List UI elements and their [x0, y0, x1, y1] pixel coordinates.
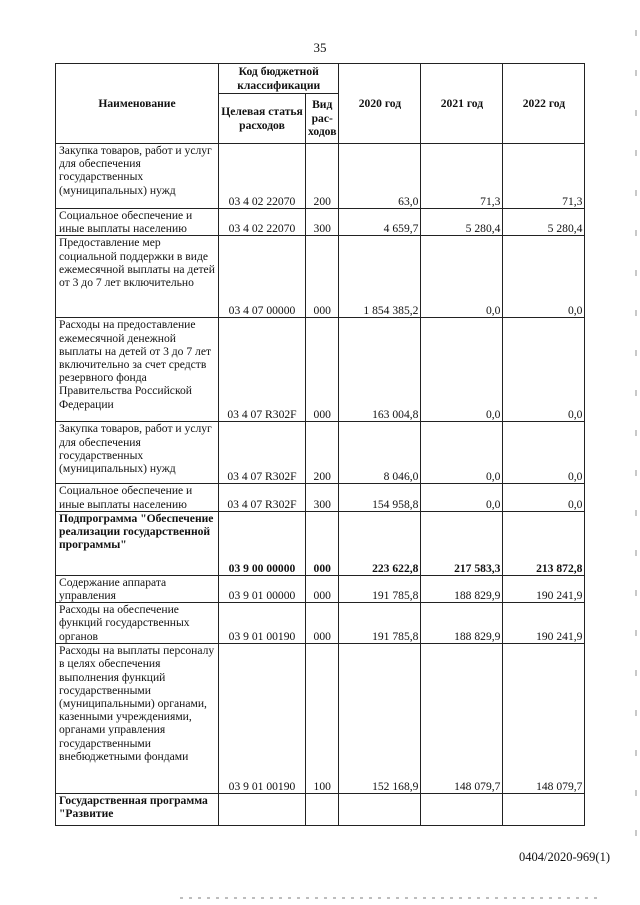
table-row — [56, 511, 585, 575]
header-year-2021: 2021 год — [421, 64, 503, 144]
row-name-cell: Предоставление мер социальной поддержки в виде ежемесячной выплаты на детей от 3 до 7 лет включительно — [56, 236, 219, 318]
row-value-2020-cell: 4 659,7 — [339, 209, 421, 236]
row-value-2021-cell: 0,0 — [421, 422, 503, 484]
scan-side-marks — [635, 30, 637, 870]
row-name-cell: Закупка товаров, работ и услуг для обеспечения государственных (муниципальных) нужд — [56, 422, 219, 484]
row-value-2021-cell: 0,0 — [421, 236, 503, 318]
row-value-2021-cell: 188 829,9 — [421, 575, 503, 602]
row-value-2022-cell: 213 872,8 — [503, 511, 585, 575]
row-value-2022-cell: 190 241,9 — [503, 603, 585, 644]
row-value-2021-cell: 71,3 — [421, 144, 503, 209]
row-value-2020-cell: 191 785,8 — [339, 575, 421, 602]
row-value-2020-cell: 8 046,0 — [339, 422, 421, 484]
row-value-2021-cell: 217 583,3 — [421, 511, 503, 575]
row-value-2020-cell: 163 004,8 — [339, 318, 421, 422]
row-target-code-cell: 03 4 07 00000 — [219, 236, 306, 318]
row-value-2021-cell: 5 280,4 — [421, 209, 503, 236]
row-value-2020-cell: 1 854 385,2 — [339, 236, 421, 318]
header-name: Наименование — [56, 64, 219, 144]
row-expense-kind-cell: 100 — [306, 644, 339, 794]
row-expense-kind-cell: 000 — [306, 575, 339, 602]
row-value-2021-cell: 188 829,9 — [421, 603, 503, 644]
row-value-2021-cell: 0,0 — [421, 318, 503, 422]
row-value-2020-cell: 191 785,8 — [339, 603, 421, 644]
row-target-code-cell: 03 4 07 R302F — [219, 484, 306, 511]
row-expense-kind-cell — [306, 794, 339, 826]
row-value-2021-cell: 0,0 — [421, 484, 503, 511]
row-value-2020-cell: 63,0 — [339, 144, 421, 209]
page-number: 35 — [313, 40, 327, 55]
scan-edge-marks — [180, 897, 600, 899]
row-target-code-cell: 03 9 01 00000 — [219, 575, 306, 602]
table-row — [56, 422, 585, 484]
row-value-2022-cell: 0,0 — [503, 318, 585, 422]
row-expense-kind-cell: 000 — [306, 318, 339, 422]
row-value-2022-cell — [503, 794, 585, 826]
row-value-2022-cell: 148 079,7 — [503, 644, 585, 794]
row-target-code-cell: 03 4 07 R302F — [219, 318, 306, 422]
header-expense-kind: Вид рас-ходов — [306, 94, 339, 144]
row-value-2022-cell: 190 241,9 — [503, 575, 585, 602]
table-row — [56, 794, 585, 826]
row-value-2020-cell — [339, 794, 421, 826]
table-row — [56, 575, 585, 602]
row-expense-kind-cell: 300 — [306, 209, 339, 236]
header-target-article: Целевая статья расходов — [219, 94, 306, 144]
row-name-cell: Расходы на выплаты персоналу в целях обеспечения выполнения функций государственными (муниципальными) органами, казенными учреждениями, органами управления государственными внебюджетными фондами — [56, 644, 219, 794]
row-name-cell: Социальное обеспечение и иные выплаты населению — [56, 484, 219, 511]
table-row — [56, 144, 585, 209]
table-row — [56, 644, 585, 794]
row-expense-kind-cell: 200 — [306, 144, 339, 209]
row-target-code-cell: 03 4 07 R302F — [219, 422, 306, 484]
row-expense-kind-cell: 000 — [306, 603, 339, 644]
table-row — [56, 603, 585, 644]
row-value-2022-cell: 0,0 — [503, 422, 585, 484]
table-body — [56, 144, 585, 826]
row-expense-kind-cell: 300 — [306, 484, 339, 511]
row-expense-kind-cell: 000 — [306, 511, 339, 575]
row-target-code-cell: 03 4 02 22070 — [219, 209, 306, 236]
table-row — [56, 318, 585, 422]
row-value-2020-cell: 152 168,9 — [339, 644, 421, 794]
table-row — [56, 484, 585, 511]
row-name-cell: Социальное обеспечение и иные выплаты населению — [56, 209, 219, 236]
row-value-2021-cell: 148 079,7 — [421, 644, 503, 794]
budget-table — [55, 63, 585, 826]
row-expense-kind-cell: 200 — [306, 422, 339, 484]
row-value-2021-cell — [421, 794, 503, 826]
row-target-code-cell: 03 9 01 00190 — [219, 644, 306, 794]
table-row — [56, 236, 585, 318]
document-number: 0404/2020-969(1) — [519, 850, 610, 864]
row-name-cell: Расходы на предоставление ежемесячной денежной выплаты на детей от 3 до 7 лет включительно за счет средств резервного фонда Правительства Российской Федерации — [56, 318, 219, 422]
row-name-cell: Содержание аппарата управления — [56, 575, 219, 602]
row-name-cell: Подпрограмма "Обеспечение реализации государственной программы" — [56, 511, 219, 575]
row-expense-kind-cell: 000 — [306, 236, 339, 318]
row-value-2020-cell: 154 958,8 — [339, 484, 421, 511]
row-target-code-cell — [219, 794, 306, 826]
row-name-cell: Закупка товаров, работ и услуг для обеспечения государственных (муниципальных) нужд — [56, 144, 219, 209]
row-value-2022-cell: 0,0 — [503, 236, 585, 318]
row-name-cell: Государственная программа "Развитие — [56, 794, 219, 826]
header-budget-code: Код бюджетной классификации — [219, 64, 339, 94]
row-value-2022-cell: 71,3 — [503, 144, 585, 209]
header-year-2020: 2020 год — [339, 64, 421, 144]
row-name-cell: Расходы на обеспечение функций государственных органов — [56, 603, 219, 644]
row-value-2022-cell: 5 280,4 — [503, 209, 585, 236]
row-target-code-cell: 03 4 02 22070 — [219, 144, 306, 209]
row-target-code-cell: 03 9 01 00190 — [219, 603, 306, 644]
row-value-2020-cell: 223 622,8 — [339, 511, 421, 575]
row-value-2022-cell: 0,0 — [503, 484, 585, 511]
header-year-2022: 2022 год — [503, 64, 585, 144]
row-target-code-cell: 03 9 00 00000 — [219, 511, 306, 575]
table-row — [56, 209, 585, 236]
